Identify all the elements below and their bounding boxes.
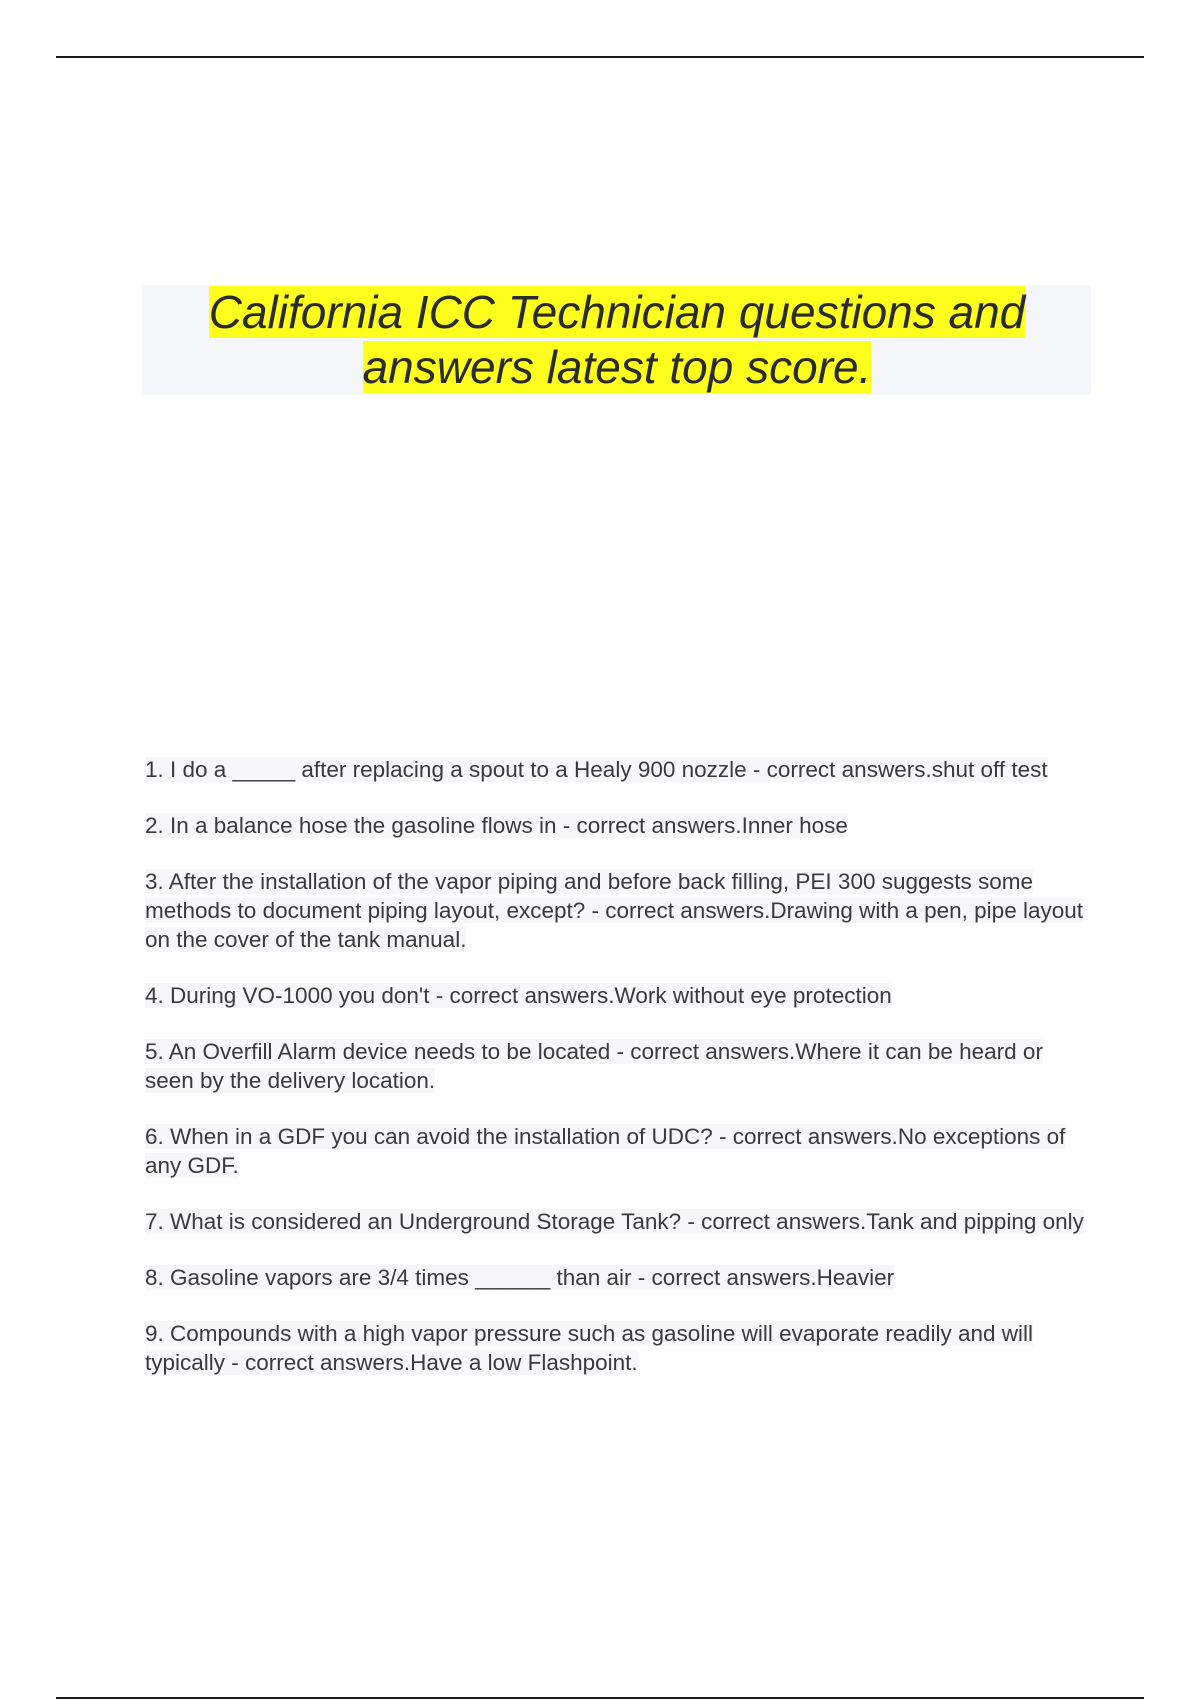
- question-answer-text: 8. Gasoline vapors are 3/4 times ______ than air - correct answers.Heavier: [145, 1265, 895, 1290]
- question-answer-text: 1. I do a _____ after replacing a spout to a Healy 900 nozzle - correct answers.shut off test: [145, 757, 1048, 782]
- question-answer-text: 5. An Overfill Alarm device needs to be located - correct answers.Where it can be heard or seen by the delivery location.: [145, 1039, 1043, 1093]
- question-answer-text: 6. When in a GDF you can avoid the installation of UDC? - correct answers.No exceptions of any GDF.: [145, 1124, 1066, 1178]
- list-item: [145, 755, 1085, 784]
- question-answer-text: 4. During VO-1000 you don't - correct answers.Work without eye protection: [145, 983, 892, 1008]
- list-item: [145, 1263, 1085, 1292]
- bottom-rule: [56, 1697, 1144, 1699]
- question-answer-text: 7. What is considered an Underground Storage Tank? - correct answers.Tank and pipping only: [145, 1209, 1084, 1234]
- question-answer-text: 2. In a balance hose the gasoline flows in - correct answers.Inner hose: [145, 813, 848, 838]
- list-item: [145, 1122, 1085, 1180]
- title-block: [143, 285, 1091, 395]
- document-title: California ICC Technician questions and answers latest top score.: [208, 286, 1026, 393]
- list-item: [145, 811, 1085, 840]
- list-item: [145, 1207, 1085, 1236]
- list-item: [145, 1319, 1085, 1377]
- list-item: [145, 1037, 1085, 1095]
- list-item: [145, 867, 1085, 954]
- question-answer-text: 9. Compounds with a high vapor pressure such as gasoline will evaporate readily and will typically - correct answers.Have a low Flashpoint.: [145, 1321, 1033, 1375]
- question-answer-text: 3. After the installation of the vapor piping and before back filling, PEI 300 suggests some methods to document piping layout, except? - correct answers.Drawing with a pen, pipe layout on the cover of the tank manual.: [145, 869, 1084, 952]
- list-item: [145, 981, 1085, 1010]
- top-rule: [56, 56, 1144, 58]
- question-answer-list: [145, 755, 1085, 1377]
